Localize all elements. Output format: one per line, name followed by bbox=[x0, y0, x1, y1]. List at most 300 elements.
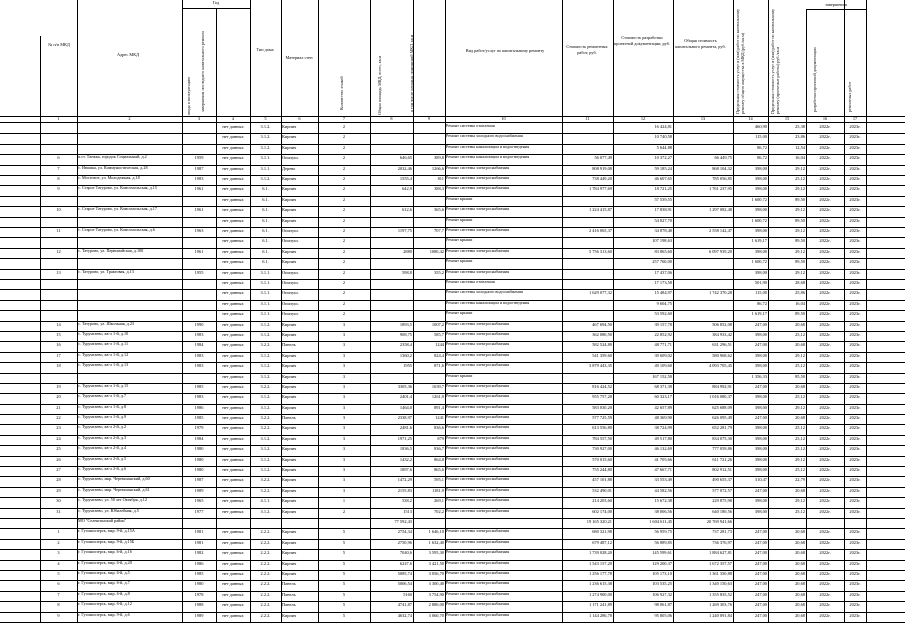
table-cell: 2023г. bbox=[849, 467, 861, 473]
table-cell: 60 323,17 bbox=[654, 394, 672, 400]
table-cell: 1 761 237,95 bbox=[708, 186, 732, 192]
table-cell: 1836,5 bbox=[399, 446, 412, 452]
table-cell: 595,1 bbox=[434, 477, 444, 483]
table-cell: 20,68 bbox=[795, 342, 805, 348]
table-cell: 15 672,38 bbox=[654, 498, 672, 504]
table-cell: 1 632,40 bbox=[428, 539, 444, 545]
table-cell: 1 600,72 bbox=[751, 259, 767, 265]
table-cell: 115,00 bbox=[755, 134, 767, 140]
column-number: 9 bbox=[427, 116, 431, 121]
table-cell: Ремонт системы электроснабжения bbox=[446, 248, 510, 253]
table-cell: 2023г. bbox=[849, 269, 861, 275]
table-cell bbox=[41, 301, 76, 310]
table-cell bbox=[414, 311, 444, 320]
table-cell bbox=[674, 374, 732, 383]
table-cell: 16 424,81 bbox=[654, 124, 672, 129]
table-cell: с. Татурово, ул. Первомайская, д.100 bbox=[78, 248, 144, 253]
table-cell bbox=[41, 280, 76, 289]
table-cell: 10 bbox=[56, 207, 61, 213]
table-cell: 247,00 bbox=[754, 560, 767, 566]
table-cell: 908,75 bbox=[399, 331, 412, 337]
table-cell: 2023г. bbox=[849, 425, 861, 431]
table-cell: Кирпич bbox=[282, 560, 297, 566]
table-cell: 3 bbox=[342, 404, 346, 410]
table-cell: нет данных bbox=[222, 394, 244, 400]
table-cell: 2 bbox=[342, 248, 346, 254]
table-cell: 20,68 bbox=[795, 487, 805, 493]
table-cell: 5 bbox=[342, 529, 346, 535]
table-cell: 20,68 bbox=[795, 383, 805, 389]
table-cell: 2022г. bbox=[819, 446, 831, 452]
table-cell: 42 657,89 bbox=[654, 404, 672, 410]
table-cell: 3.1.2. bbox=[260, 144, 271, 150]
table-cell: Кирпич bbox=[282, 259, 297, 265]
table-cell: 613 556,80 bbox=[592, 425, 612, 431]
table-cell: 2754,34 bbox=[397, 529, 412, 535]
table-cell: 2 bbox=[342, 238, 346, 244]
table-cell: Ремонт крыши bbox=[446, 373, 473, 378]
table-cell: 3.1.2. bbox=[260, 394, 271, 400]
table-cell: 398,00 bbox=[754, 508, 767, 514]
table-cell: нет данных bbox=[222, 124, 244, 129]
table-cell: Ремонт системы электроснабжения bbox=[446, 186, 510, 191]
table-cell: 38 724,99 bbox=[654, 425, 672, 431]
table-cell: 2023г. bbox=[849, 238, 861, 244]
table-cell: 257 760,00 bbox=[652, 259, 672, 265]
table-cell: Ремонт крыши bbox=[446, 259, 473, 264]
table-cell: г. Гусиноозерск, мкр. 9-й, д.15Б bbox=[78, 539, 135, 544]
table-cell bbox=[183, 134, 215, 143]
table-cell bbox=[371, 238, 412, 247]
table-cell: 2 bbox=[342, 269, 346, 275]
table-cell: 2022г. bbox=[819, 144, 831, 150]
table-cell: 398,00 bbox=[754, 394, 767, 400]
table-cell: 3 bbox=[342, 383, 346, 389]
table-cell: 398,00 bbox=[754, 467, 767, 473]
table-cell: 2023г. bbox=[849, 186, 861, 192]
table-cell: 3.1.2. bbox=[260, 456, 271, 462]
table-cell: 1977 bbox=[194, 508, 204, 514]
table-cell: 5 bbox=[342, 602, 346, 608]
table-cell: 247,00 bbox=[754, 415, 767, 421]
table-cell: 2022г. bbox=[819, 342, 831, 348]
table-cell: 86,72 bbox=[757, 155, 767, 161]
table-cell: 2022г. bbox=[819, 290, 831, 296]
table-cell bbox=[78, 290, 181, 299]
table-cell: 3.1.2. bbox=[260, 467, 271, 473]
table-cell: 398,00 bbox=[754, 352, 767, 358]
table-cell: Кирпич bbox=[282, 435, 297, 441]
table-cell: 2023г. bbox=[849, 456, 861, 462]
table-cell: 3 bbox=[342, 373, 346, 379]
table-cell: 25,12 bbox=[795, 394, 805, 400]
table-cell: 6.1. bbox=[262, 207, 269, 213]
table-cell bbox=[563, 270, 612, 279]
table-cell: 2022г. bbox=[819, 581, 831, 587]
table-cell: 1 224 415,87 bbox=[588, 207, 612, 213]
table-cell: 2022г. bbox=[819, 175, 831, 181]
table-cell bbox=[78, 259, 181, 268]
table-cell: с. Старое Татурово, ул. Комсомольская, д.6 bbox=[78, 227, 155, 232]
table-cell: 83 865,60 bbox=[654, 248, 672, 254]
table-cell: 25,12 bbox=[795, 331, 805, 337]
table-cell: 247,00 bbox=[754, 550, 767, 556]
table-cell: 2401,4 bbox=[399, 394, 412, 400]
table-cell: 2022г. bbox=[819, 498, 831, 504]
table-cell: 736 376,97 bbox=[712, 539, 732, 545]
table-cell: нет данных bbox=[222, 477, 244, 483]
table-cell: Ремонт системы электроснабжения bbox=[446, 227, 510, 232]
table-cell: 2.2.2. bbox=[260, 602, 271, 608]
table-cell: 2022г. bbox=[819, 248, 831, 254]
table-cell: 1965 bbox=[194, 498, 204, 504]
table-cell: 2022г. bbox=[819, 155, 831, 161]
table-cell bbox=[674, 280, 732, 289]
table-cell: Ремонт системы электроснабжения bbox=[446, 331, 510, 336]
table-cell: Дерево bbox=[282, 165, 296, 171]
table-cell: 49 109,60 bbox=[654, 363, 672, 369]
table-cell bbox=[563, 301, 612, 310]
table-cell: с. Турунтаево, кв-л 2-й, д.4 bbox=[78, 446, 127, 451]
table-cell: 13 bbox=[56, 269, 61, 275]
table-cell: 17 173,58 bbox=[654, 279, 672, 285]
table-cell: 2023г. bbox=[849, 508, 861, 514]
table-cell: 2022г. bbox=[819, 373, 831, 379]
table-cell: 730 927,00 bbox=[592, 446, 612, 452]
table-cell: 15 484,97 bbox=[654, 290, 672, 296]
table-cell: нет данных bbox=[222, 456, 244, 462]
table-cell: 20,68 bbox=[795, 539, 805, 545]
header-col1617: завершения bbox=[825, 2, 847, 7]
table-cell: 532 490,01 bbox=[592, 487, 612, 493]
table-cell: 467 694,50 bbox=[592, 321, 612, 327]
table-cell: 18 721,25 bbox=[654, 186, 672, 192]
table-cell: 29,12 bbox=[795, 227, 805, 233]
table-cell: нет данных bbox=[222, 331, 244, 337]
table-cell bbox=[183, 280, 215, 289]
table-cell: 602 174,00 bbox=[592, 508, 612, 514]
table-cell: 2023г. bbox=[849, 144, 861, 150]
table-cell: 1 240 091,84 bbox=[708, 612, 732, 618]
table-cell: 2023г. bbox=[849, 550, 861, 556]
table-cell: г. Гусиноозерск, мкр. 9-й, д.6 bbox=[78, 612, 130, 617]
table-cell bbox=[563, 280, 612, 289]
table-cell: 2022г. bbox=[819, 124, 831, 129]
table-cell: 2023г. bbox=[849, 342, 861, 348]
table-cell: нет данных bbox=[222, 415, 244, 421]
table-cell: 362 080,50 bbox=[592, 331, 612, 337]
table-cell: 89,50 bbox=[795, 311, 805, 317]
table-cell: Кирпич bbox=[282, 124, 297, 129]
table-cell: нет данных bbox=[222, 134, 244, 140]
table-cell bbox=[371, 301, 412, 310]
table-cell: Кирпич bbox=[282, 363, 297, 369]
table-cell bbox=[371, 311, 412, 320]
table-cell: 2023г. bbox=[849, 581, 861, 587]
table-cell: 3.1.2. bbox=[260, 175, 271, 181]
table-cell: нет данных bbox=[222, 279, 244, 285]
table-cell: 1 297 082,48 bbox=[708, 207, 732, 213]
table-cell: 2023г. bbox=[849, 560, 861, 566]
table-cell: 2 bbox=[342, 144, 346, 150]
table-cell: г. Гусиноозерск, мкр. 6-й, д.12 bbox=[78, 602, 132, 607]
table-cell bbox=[674, 270, 732, 279]
table-cell: 5 bbox=[342, 539, 346, 545]
table-cell: 5 bbox=[57, 571, 60, 577]
table-cell: 2022г. bbox=[819, 279, 831, 285]
table-cell: 398,00 bbox=[754, 404, 767, 410]
table-cell: 2 bbox=[342, 207, 346, 213]
table-cell: Панель bbox=[282, 342, 296, 348]
table-cell: 2023г. bbox=[849, 175, 861, 181]
table-cell: 868 104,32 bbox=[712, 165, 732, 171]
table-cell: 2023г. bbox=[849, 352, 861, 358]
table-cell: Кирпич bbox=[282, 612, 297, 618]
table-cell bbox=[807, 519, 843, 528]
table-cell: 29,12 bbox=[795, 352, 805, 358]
table-cell: Ремонт системы электроснабжения bbox=[446, 363, 510, 368]
table-cell: 20,68 bbox=[795, 529, 805, 535]
table-cell: 20,68 bbox=[795, 591, 805, 597]
table-cell: 247,00 bbox=[754, 487, 767, 493]
table-cell: 9 bbox=[57, 612, 60, 618]
table-cell: 2 bbox=[342, 290, 346, 296]
table-cell bbox=[371, 374, 412, 383]
table-cell bbox=[414, 218, 444, 227]
table-cell: 3 300,40 bbox=[428, 581, 444, 587]
table-cell: Кирпич bbox=[282, 550, 297, 556]
table-cell: с. Турунтаево, кв-л 1-й, д.13 bbox=[78, 363, 129, 368]
column-number: 14 bbox=[748, 116, 753, 121]
table-cell: 2023г. bbox=[849, 498, 861, 504]
table-cell: Опилуш. bbox=[282, 279, 299, 285]
table-cell: 8 bbox=[57, 602, 60, 608]
table-cell: 2023г. bbox=[849, 612, 861, 618]
table-cell bbox=[183, 259, 215, 268]
table-cell: 2022г. bbox=[819, 331, 831, 337]
table-cell: нет данных bbox=[222, 404, 244, 410]
table-cell: 5006,54 bbox=[397, 581, 412, 587]
table-cell: 580 968,62 bbox=[712, 352, 732, 358]
header-god-vvoda: ввода в эксплуатацию bbox=[186, 76, 191, 115]
table-cell: 1981 bbox=[194, 529, 204, 535]
table-cell: 570 015,60 bbox=[592, 456, 612, 462]
table-cell: 1988 bbox=[194, 602, 204, 608]
header-col2: Адрес МКД bbox=[116, 52, 140, 57]
table-cell: 398,00 bbox=[754, 363, 767, 369]
table-cell: 398,00 bbox=[754, 425, 767, 431]
table-cell: Кирпич bbox=[282, 487, 297, 493]
table-cell: 1 bbox=[57, 529, 60, 535]
table-cell: 27 bbox=[56, 467, 61, 473]
table-cell: 1961 bbox=[194, 207, 204, 213]
table-cell bbox=[674, 134, 732, 143]
table-cell: 707,7 bbox=[434, 227, 444, 233]
table-cell: Опилуш. bbox=[282, 155, 299, 161]
table-cell bbox=[371, 124, 412, 133]
table-cell: 3 bbox=[342, 487, 346, 493]
table-cell: 891,4 bbox=[434, 404, 444, 410]
table-cell: нет данных bbox=[222, 446, 244, 452]
table-cell: Кирпич bbox=[282, 373, 297, 379]
table-cell: Опилуш. bbox=[282, 290, 299, 296]
table-cell: 3.2.2. bbox=[260, 425, 271, 431]
table-cell: 3 754,90 bbox=[428, 591, 444, 597]
table-cell: нет данных bbox=[222, 498, 244, 504]
table-cell: 28,68 bbox=[795, 279, 805, 285]
table-cell: 1244 bbox=[435, 342, 444, 348]
table-cell: Ремонт системы канализации и водоотведения bbox=[446, 155, 530, 160]
table-cell: 3.2.2. bbox=[260, 487, 271, 493]
table-cell: 20,68 bbox=[795, 415, 805, 421]
table-cell: 2022г. bbox=[819, 435, 831, 441]
table-cell: Ремонт системы электроснабжения bbox=[446, 175, 510, 180]
header-col6: Материал стен bbox=[285, 55, 313, 60]
table-cell: 89,50 bbox=[795, 259, 805, 265]
table-cell: 25,12 bbox=[795, 363, 805, 369]
table-cell: 3 bbox=[342, 425, 346, 431]
table-cell: 955 757,20 bbox=[592, 394, 612, 400]
table-cell bbox=[78, 124, 181, 133]
table-cell: 1897,6 bbox=[399, 467, 412, 473]
table-cell: нет данных bbox=[222, 383, 244, 389]
table-cell: 2022г. bbox=[819, 394, 831, 400]
table-cell: Ремонт системы электроснабжения bbox=[446, 404, 510, 409]
table-cell: 2022г. bbox=[819, 571, 831, 577]
table-cell: 2022г. bbox=[819, 529, 831, 535]
table-cell: Опилуш. bbox=[282, 300, 299, 306]
table-cell bbox=[563, 145, 612, 154]
table-cell bbox=[78, 197, 181, 206]
table-cell: 46 132,69 bbox=[654, 446, 672, 452]
table-cell: 1 236 615,38 bbox=[588, 581, 612, 587]
table-cell bbox=[183, 311, 215, 320]
table-cell: 2023г. bbox=[849, 300, 861, 306]
table-cell: 247,00 bbox=[754, 571, 767, 577]
table-cell: Ремонт системы электроснабжения bbox=[446, 498, 510, 503]
table-cell: 4 bbox=[57, 560, 60, 566]
table-cell: 3.1.2. bbox=[260, 124, 271, 129]
table-cell: Кирпич bbox=[282, 467, 297, 473]
table-cell: 2023г. bbox=[849, 134, 861, 140]
table-cell: 19 165 320,21 bbox=[586, 519, 612, 525]
table-cell: 3.1.2. bbox=[260, 435, 271, 441]
table-cell bbox=[674, 311, 732, 320]
table-cell: 2023г. bbox=[849, 529, 861, 535]
table-cell: 879 bbox=[437, 435, 444, 441]
table-cell bbox=[41, 218, 76, 227]
table-cell: 86,72 bbox=[757, 300, 767, 306]
table-cell: Ремонт системы электроснабжения bbox=[446, 508, 510, 513]
column-number: 8 bbox=[390, 116, 393, 121]
table-cell: нет данных bbox=[222, 227, 244, 233]
table-cell: 31 bbox=[56, 508, 61, 514]
table-cell: 398,00 bbox=[754, 248, 767, 254]
table-cell: 1982 bbox=[194, 550, 204, 556]
table-cell: 3 595,30 bbox=[428, 550, 444, 556]
table-cell: 784 557,50 bbox=[592, 435, 612, 441]
table-cell: 6.1. bbox=[262, 259, 269, 265]
table-cell bbox=[183, 124, 215, 133]
table-cell bbox=[563, 197, 612, 206]
table-cell: 1983 bbox=[194, 352, 204, 358]
table-cell: 3 879 443,35 bbox=[588, 363, 612, 369]
table-cell bbox=[414, 134, 444, 143]
table-cell: 247,00 bbox=[754, 612, 767, 618]
table-cell: 1980 bbox=[194, 456, 204, 462]
table-cell: 41 705,66 bbox=[654, 456, 672, 462]
table-cell: 680 321,98 bbox=[592, 529, 612, 535]
header-col10: Вид работ/услуг по капитальному ремонту bbox=[465, 48, 545, 53]
table-cell: 5 bbox=[342, 560, 346, 566]
table-cell: 4741,87 bbox=[397, 602, 412, 608]
column-number: 13 bbox=[700, 116, 706, 121]
table-cell: 1472,29 bbox=[397, 477, 412, 483]
table-cell: 2358,4 bbox=[399, 342, 412, 348]
table-cell: Ремонт системы электроснабжения bbox=[446, 165, 510, 170]
table-cell: нет данных bbox=[222, 342, 244, 348]
table-cell: 1080,42 bbox=[429, 248, 444, 254]
table-cell: 2 bbox=[342, 300, 346, 306]
table-cell bbox=[674, 124, 732, 133]
table-cell: Панель bbox=[282, 415, 296, 421]
table-cell: 3 056,70 bbox=[428, 571, 444, 577]
table-cell: нет данных bbox=[222, 175, 244, 181]
table-cell: 2022г. bbox=[819, 425, 831, 431]
table-cell bbox=[78, 134, 181, 143]
table-cell: 737 281,73 bbox=[712, 529, 732, 535]
table-cell: с. Турунтаево, кв-л 1-й, д.15 bbox=[78, 383, 129, 388]
table-cell bbox=[371, 218, 412, 227]
table-cell: 3 bbox=[57, 550, 60, 556]
table-cell: Ремонт системы электроснабжения bbox=[446, 612, 510, 617]
table-cell: 3.1.1. bbox=[260, 300, 271, 306]
table-cell: Панель bbox=[282, 591, 296, 597]
table-cell: г. Гусиноозерск, мкр. 6-й, д.16 bbox=[78, 550, 132, 555]
table-cell bbox=[414, 519, 444, 528]
table-cell: 77 592,43 bbox=[394, 519, 412, 525]
table-cell: нет данных bbox=[222, 539, 244, 545]
table-cell bbox=[371, 280, 412, 289]
table-cell: с. Турунтаево, мкр. Черемшанский, д.61 bbox=[78, 487, 150, 492]
table-cell: 3 bbox=[342, 446, 346, 452]
table-cell: 22 bbox=[56, 415, 61, 421]
table-cell: 2022г. bbox=[819, 259, 831, 265]
table-cell: 247,00 bbox=[754, 342, 767, 348]
table-cell: нет данных bbox=[222, 300, 244, 306]
table-cell: 365,6 bbox=[434, 207, 444, 213]
table-cell: 2022г. bbox=[819, 539, 831, 545]
table-cell bbox=[371, 145, 412, 154]
table-cell: 506 852,08 bbox=[712, 321, 732, 327]
table-cell: 2023г. bbox=[849, 248, 861, 254]
table-cell: Ремонт системы электроснабжения bbox=[446, 435, 510, 440]
table-cell: 2.2.2. bbox=[260, 539, 271, 545]
table-cell: 884 992,91 bbox=[712, 383, 732, 389]
table-cell: 24 bbox=[56, 435, 61, 441]
header-col13: Общая стоимость капитального ремонта, руб. bbox=[675, 38, 726, 49]
column-number: 16 bbox=[822, 116, 828, 121]
table-cell bbox=[41, 519, 76, 528]
table-cell: 2032,46 bbox=[397, 165, 412, 171]
table-cell: 2023г. bbox=[849, 279, 861, 285]
header-col5: Тип дома bbox=[256, 47, 274, 52]
table-cell: нет данных bbox=[222, 144, 244, 150]
table-cell: 25,12 bbox=[795, 467, 805, 473]
table-cell: 2 880,00 bbox=[428, 602, 444, 608]
table-cell: 29,12 bbox=[795, 404, 805, 410]
table-cell: нет данных bbox=[222, 186, 244, 192]
